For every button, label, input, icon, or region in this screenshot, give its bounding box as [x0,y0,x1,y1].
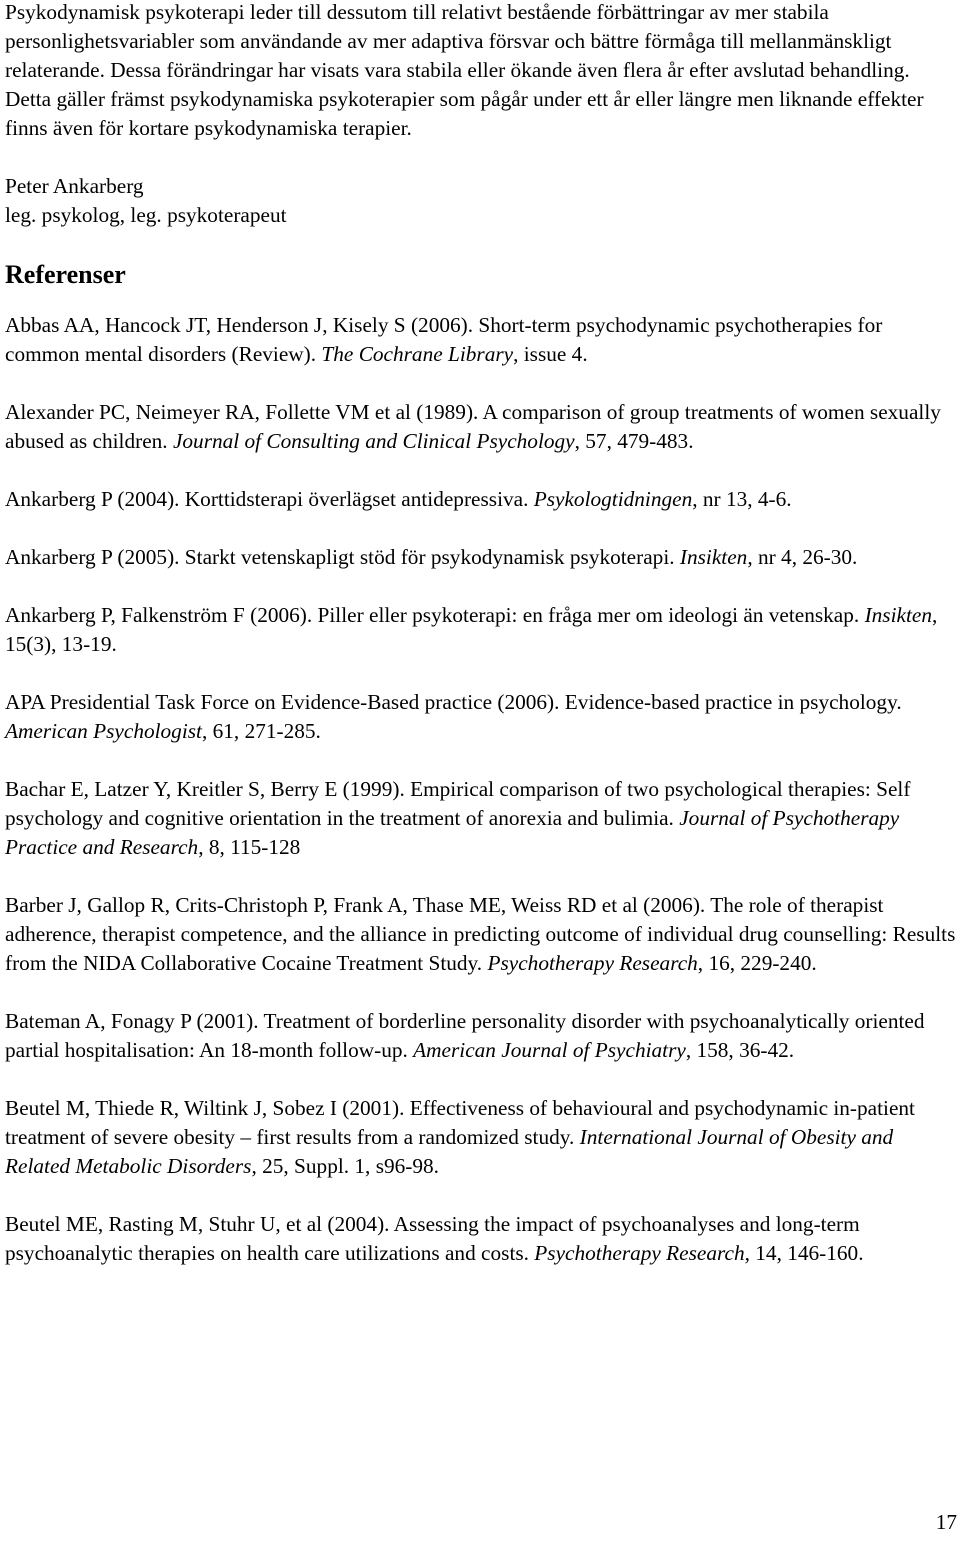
reference-item: Ankarberg P (2005). Starkt vetenskapligt stöd för psykodynamisk psykoterapi. Insikten, nr 4, 26-30. [5,545,858,569]
reference-item: Alexander PC, Neimeyer RA, Follette VM et al (1989). A comparison of group treatments of women sexually abused as children. Journal of Consulting and Clinical Psychology, 57, 479-483. [5,400,941,453]
author-title: leg. psykolog, leg. psykoterapeut [5,203,287,227]
reference-item: Barber J, Gallop R, Crits-Christoph P, Frank A, Thase ME, Weiss RD et al (2006). The role of therapist adherence, therapist competence, and the alliance in predicting outcome of individual drug counselling: Results from the NIDA Collaborative Cocaine Treatment Study. Psychotherapy Research, 16, 229-240. [5,893,956,975]
reference-list [5,311,957,1268]
journal-title: Journal of Consulting and Clinical Psychology [172,429,575,453]
journal-title: Psykologtidningen [533,487,693,511]
author-block [5,172,957,230]
journal-title: The Cochrane Library [321,342,514,366]
reference-item: Ankarberg P, Falkenström F (2006). Piller eller psykoterapi: en fråga mer om ideologi än vetenskap. Insikten, 15(3), 13-19. [5,603,938,656]
journal-title: Psychotherapy Research [487,951,698,975]
author-name: Peter Ankarberg [5,174,144,198]
document-page [5,0,957,1297]
journal-title: American Psychologist [5,719,202,743]
reference-item: Ankarberg P (2004). Korttidsterapi överlägset antidepressiva. Psykologtidningen, nr 13, 4-6. [5,487,792,511]
journal-title: International Journal of Obesity and Related Metabolic Disorders [5,1125,894,1178]
references-heading: Referenser [5,260,126,289]
reference-item: APA Presidential Task Force on Evidence-Based practice (2006). Evidence-based practice in psychology. American Psychologist, 61, 271-285. [5,690,902,743]
reference-item: Abbas AA, Hancock JT, Henderson J, Kisely S (2006). Short-term psychodynamic psychotherapies for common mental disorders (Review). The Cochrane Library, issue 4. [5,313,883,366]
journal-title: Journal of Psychotherapy Practice and Research [5,806,900,859]
reference-item: Beutel ME, Rasting M, Stuhr U, et al (2004). Assessing the impact of psychoanalyses and long-term psychoanalytic therapies on health care utilizations and costs. Psychotherapy Research, 14, 146-160. [5,1212,864,1265]
reference-item: Bateman A, Fonagy P (2001). Treatment of borderline personality disorder with psychoanalytically oriented partial hospitalisation: An 18-month follow-up. American Journal of Psychiatry, 158, 36-42. [5,1009,925,1062]
journal-title: American Journal of Psychiatry [413,1038,686,1062]
reference-item: Bachar E, Latzer Y, Kreitler S, Berry E (1999). Empirical comparison of two psychological therapies: Self psychology and cognitive orientation in the treatment of anorexia and bulimia. Journal of Psychotherapy Practice and Research, 8, 115-128 [5,777,911,859]
intro-paragraph: Psykodynamisk psykoterapi leder till dessutom till relativt bestående förbättringar av mer stabila personlighetsvariabler som användande av mer adaptiva försvar och bättre förmåga till mellanmänskligt relaterande. Dessa förändringar har visats vara stabila eller ökande även flera år efter avslutad behandling. Detta gäller främst psykodynamiska psykoterapier som pågår under ett år eller längre men liknande effekter finns även för kortare psykodynamiska terapier. [5,0,924,140]
journal-title: Insikten [864,603,932,627]
page-number: 17 [935,1510,957,1534]
journal-title: Psychotherapy Research [534,1241,745,1265]
reference-item: Beutel M, Thiede R, Wiltink J, Sobez I (2001). Effectiveness of behavioural and psychodynamic in-patient treatment of severe obesity – first results from a randomized study. International Journal of Obesity and Related Metabolic Disorders, 25, Suppl. 1, s96-98. [5,1096,915,1178]
journal-title: Insikten [679,545,748,569]
